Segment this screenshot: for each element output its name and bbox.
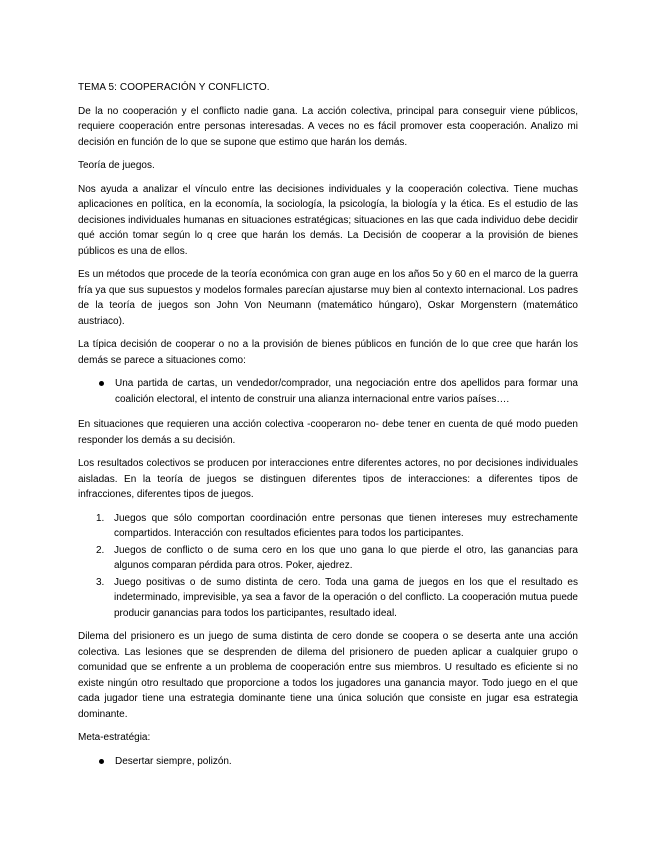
document-body: [78, 80, 578, 779]
list-item-number: 1.: [96, 512, 105, 524]
section-heading-teoria: Teoría de juegos.: [78, 160, 155, 171]
list-item-number: 2.: [96, 544, 105, 556]
list-item-text: Desertar siempre, polizón.: [115, 755, 232, 767]
list-item-text: Juego positivas o de sumo distinta de cero. Toda una gama de juegos en los que el resultado es indeterminado, imprevisible, ya sea a favor de la operación o del conflicto. La cooperación mutua puede producir ganancias para todos los participantes, resultado ideal.: [114, 576, 578, 619]
list-item: [99, 754, 578, 770]
numbered-list-juegos: [78, 511, 578, 622]
list-item-text: Juegos que sólo comportan coordinación entre personas que tienen intereses muy estrechamente compartidos. Interacción con resultados eficientes para todos los participantes.: [114, 512, 578, 539]
paragraph-tipica: La típica decisión de cooperar o no a la provisión de bienes públicos en función de lo que cree que harán los demás se parece a situaciones como:: [78, 339, 578, 366]
section-heading-meta: Meta-estratégia:: [78, 732, 151, 743]
list-item: [96, 511, 578, 542]
bullet-icon: [99, 759, 104, 764]
bullet-list-situaciones: [78, 376, 578, 407]
paragraph-teoria-def: Nos ayuda a analizar el vínculo entre las decisiones individuales y la cooperación colectiva. Tiene muchas aplicaciones en política, en la economía, la sociología, la psicología, la biología y la ética. Es el estudio de las decisiones individuales humanas en situaciones estratégicas; situaciones en las que cada individuo debe decidir qué acción tomar según lo q cree que harán los demás. La Decisión de cooperar a la provisión de bienes públicos es una de ellos.: [78, 183, 578, 257]
list-item-text: Juegos de conflicto o de suma cero en los que uno gana lo que pierde el otro, las ganancias para algunos comparan pérdida para otros. Poker, ajedrez.: [114, 544, 578, 571]
list-item: [96, 575, 578, 622]
bullet-list-meta: [78, 754, 578, 770]
paragraph-resultados: Los resultados colectivos se producen por interacciones entre diferentes actores, no por decisiones individuales aisladas. En la teoría de juegos se distinguen diferentes tipos de interacciones: a diferentes tipos de infracciones, diferentes tipos de juegos.: [78, 458, 578, 500]
paragraph-intro: De la no cooperación y el conflicto nadie gana. La acción colectiva, principal para conseguir viene públicos, requiere cooperación entre personas interesadas. A veces no es fácil promover esta cooperación. Analizo mi decisión en función de lo que se supone que estimo que harán los demás.: [78, 105, 578, 148]
list-item-number: 3.: [96, 576, 105, 588]
bullet-icon: [99, 381, 104, 386]
paragraph-historia: Es un métodos que procede de la teoría económica con gran auge en los años 5o y 60 en el marco de la guerra fría ya que sus supuestos y modelos formales parecían ajustarse muy bien al contexto internacional. Los padres de la teoría de juegos son John Von Neumann (matemático húngaro), Oskar Morgenstern (matemático austriaco).: [78, 269, 578, 327]
page-title: TEMA 5: COOPERACIÓN Y CONFLICTO.: [78, 82, 270, 93]
paragraph-situaciones: En situaciones que requieren una acción colectiva -cooperaron no- debe tener en cuenta de qué modo pueden responder los demás a su decisión.: [78, 419, 578, 446]
list-item: [99, 376, 578, 407]
list-item: [96, 543, 578, 574]
paragraph-dilema: Dilema del prisionero es un juego de suma distinta de cero donde se coopera o se deserta ante una acción colectiva. Las lesiones que se desprenden de dilema del prisionero de pueden aplicar a cualquier grupo o comunidad que se enfrente a un problema de cooperación entre sus miembros. U resultado es eficiente si no existe ningún otro resultado que proporcione a todos los jugadores una ganancia mayor. Todo juego en el que cada jugador tiene una estrategia dominante tiene una única solución que consiste en jugar esa estrategia dominante.: [78, 631, 578, 720]
list-item-text: Una partida de cartas, un vendedor/comprador, una negociación entre dos apellidos para formar una coalición electoral, el intento de construir una alianza internacional entre varios países….: [115, 378, 578, 405]
